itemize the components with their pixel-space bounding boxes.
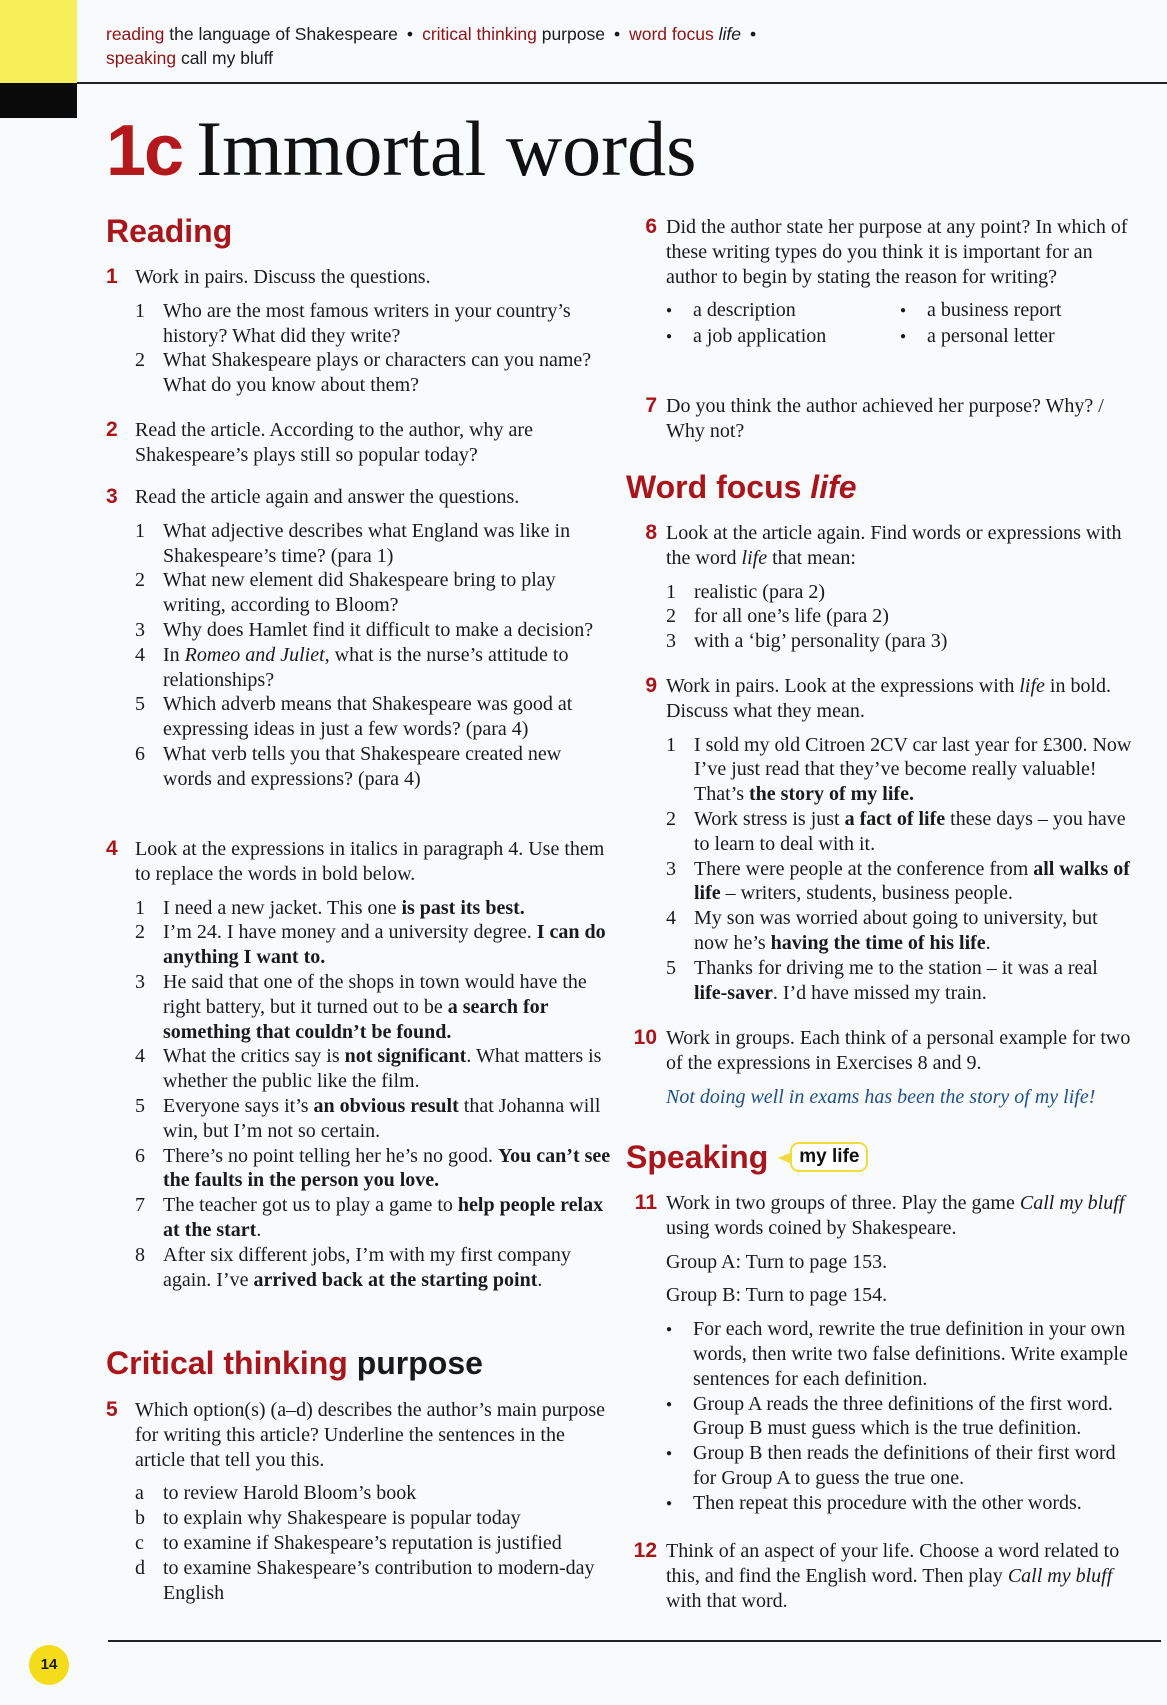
exercise-prompt: Do you think the author achieved her purpose? Why? / Why not? bbox=[666, 395, 1104, 442]
exercise-8 bbox=[626, 521, 1136, 654]
bullet-icon: ● bbox=[666, 1324, 673, 1336]
lesson-title: Immortal words bbox=[196, 105, 697, 192]
item-number: 3 bbox=[135, 618, 145, 641]
list-item bbox=[135, 1193, 611, 1243]
text-segment: Work in two groups of three. Play the game bbox=[666, 1192, 1020, 1214]
exercise-row bbox=[106, 837, 611, 1292]
text-segment: using words coined by Shakespeare. bbox=[666, 1216, 957, 1239]
header-item-critical-thinking bbox=[422, 24, 605, 44]
exercise-5 bbox=[106, 1398, 611, 1605]
exercise-row bbox=[626, 521, 1136, 654]
bullet-icon: ● bbox=[900, 305, 907, 317]
item-text bbox=[694, 733, 1136, 807]
list-item bbox=[135, 1094, 611, 1144]
reading-heading bbox=[106, 211, 611, 251]
text-segment: My son was worried about going to university, but now he’s bbox=[694, 907, 1098, 954]
bullet-icon: ● bbox=[666, 1398, 673, 1410]
exercise-prompt: Work in groups. Each think of a personal example for two of the expressions in Exercises 8 and 9. bbox=[666, 1027, 1131, 1074]
exercise-4 bbox=[106, 837, 611, 1292]
exercise-row bbox=[626, 1026, 1136, 1109]
item-text bbox=[694, 956, 1136, 1006]
list-item bbox=[666, 604, 1136, 629]
text-segment: that mean: bbox=[767, 546, 856, 569]
item-text: to review Harold Bloom’s book bbox=[163, 1482, 417, 1505]
text-segment: . bbox=[985, 931, 991, 954]
heading-text: Speaking bbox=[626, 1139, 769, 1175]
list-item bbox=[135, 692, 611, 742]
exercise-row bbox=[106, 485, 611, 792]
list-item bbox=[666, 629, 1136, 654]
bullet-item bbox=[900, 324, 1120, 350]
text-segment: is past its best. bbox=[401, 896, 525, 919]
question-list bbox=[135, 896, 611, 1293]
item-number: 5 bbox=[135, 1094, 145, 1117]
text-segment: Thanks for driving me to the station – it was a real bbox=[694, 956, 1098, 979]
heading-text: Reading bbox=[106, 213, 233, 249]
exercise-number: 8 bbox=[645, 521, 657, 544]
bullet-item bbox=[666, 324, 900, 350]
item-text: realistic (para 2) bbox=[694, 580, 826, 603]
header-item-speaking bbox=[106, 48, 273, 68]
exercise-prompt: Look at the expressions in italics in paragraph 4. Use them to replace the words in bold below. bbox=[135, 838, 605, 885]
instruction-text: Group B: Turn to page 154. bbox=[666, 1284, 888, 1307]
text-segment: life bbox=[1019, 675, 1045, 697]
text-segment: He said that one of the shops in town would have the right battery, but it turned out to be bbox=[163, 970, 587, 1018]
item-text: Which adverb means that Shakespeare was good at expressing ideas in just a few words? (para 4) bbox=[163, 693, 573, 741]
exercise-12 bbox=[626, 1539, 1136, 1613]
black-corner-tab bbox=[0, 83, 77, 118]
exercise-prompt bbox=[666, 521, 1136, 571]
item-number: 5 bbox=[666, 956, 676, 979]
text-segment: Work in pairs. Look at the expressions with bbox=[666, 675, 1020, 697]
exercise-number: 9 bbox=[645, 674, 657, 697]
text-segment: There’s no point telling her he’s no good. bbox=[163, 1144, 498, 1167]
bullet-icon: ● bbox=[666, 305, 673, 317]
exercise-number: 7 bbox=[645, 394, 657, 417]
item-number: 4 bbox=[135, 643, 145, 666]
bullet-item bbox=[666, 1317, 1136, 1391]
item-number: 7 bbox=[135, 1194, 145, 1217]
yellow-corner-tab bbox=[0, 0, 77, 83]
exercise-9 bbox=[626, 674, 1136, 1005]
bullet-icon: ● bbox=[666, 331, 673, 343]
bullet-item bbox=[666, 1441, 1136, 1491]
exercise-prompt: Read the article again and answer the questions. bbox=[135, 486, 520, 508]
header-topic: call my bluff bbox=[180, 48, 274, 68]
text-segment: in bold. Discuss what they mean. bbox=[666, 675, 1112, 722]
text-segment: I sold my old Citroen 2CV car last year for £300. Now I’ve just read that they’ve become really valuable! That’s bbox=[694, 733, 1132, 806]
list-item bbox=[135, 568, 611, 618]
section-heading bbox=[106, 1343, 611, 1383]
header-label: reading bbox=[106, 24, 165, 44]
bullet-item bbox=[666, 1392, 1136, 1442]
item-number: b bbox=[135, 1507, 145, 1530]
list-item bbox=[135, 1556, 611, 1606]
exercise-row bbox=[106, 418, 611, 468]
page-number: 14 bbox=[29, 1645, 69, 1685]
bullet-item bbox=[666, 1491, 1136, 1517]
text-segment: You can’t see the faults in the person you love. bbox=[163, 1144, 611, 1192]
list-item bbox=[135, 299, 611, 349]
critical-thinking-heading bbox=[106, 1343, 611, 1383]
text-segment: that Johanna will win, but I’m not so certain. bbox=[163, 1094, 601, 1142]
item-text: for all one’s life (para 2) bbox=[694, 605, 889, 628]
text-segment: arrived back at the starting point bbox=[253, 1268, 538, 1291]
item-text: What verb tells you that Shakespeare created new words and expressions? (para 4) bbox=[163, 742, 562, 790]
question-list bbox=[135, 519, 611, 792]
item-number: 1 bbox=[666, 733, 676, 756]
bullet-text: Then repeat this procedure with the other words. bbox=[693, 1491, 1082, 1514]
text-segment: an obvious result bbox=[313, 1094, 459, 1117]
heading-text: Word focus bbox=[626, 469, 802, 505]
item-number: c bbox=[135, 1531, 144, 1554]
list-item bbox=[135, 643, 611, 693]
text-segment: these days – you have to learn to deal with it. bbox=[694, 807, 1126, 855]
exercise-7 bbox=[626, 394, 1136, 444]
bullet-icon: ● bbox=[900, 331, 907, 343]
lesson-number: 1c bbox=[106, 111, 183, 191]
exercise-number: 2 bbox=[106, 418, 118, 441]
item-text bbox=[163, 1094, 611, 1144]
text-segment: The teacher got us to play a game to bbox=[163, 1194, 458, 1217]
text-segment: Look at the article again. Find words or expressions with the word bbox=[666, 522, 1122, 569]
text-segment: I’m 24. I have money and a university degree. bbox=[163, 921, 537, 944]
bullet-icon: ● bbox=[666, 1497, 673, 1509]
list-item bbox=[135, 920, 611, 970]
header-divider bbox=[77, 82, 1167, 84]
exercise-row bbox=[106, 265, 611, 398]
text-segment: with that word. bbox=[666, 1589, 788, 1612]
exercise-3 bbox=[106, 485, 611, 792]
exercise-prompt: Which option(s) (a–d) describes the author’s main purpose for writing this article? Underline the sentences in the article that tell you this. bbox=[135, 1399, 606, 1471]
item-number: 2 bbox=[135, 569, 145, 592]
exercise-body bbox=[666, 394, 1136, 444]
item-number: 3 bbox=[135, 970, 145, 993]
item-text bbox=[694, 807, 1136, 857]
item-number: 1 bbox=[135, 896, 145, 919]
text-segment: There were people at the conference from bbox=[694, 857, 1034, 880]
exercise-body bbox=[135, 837, 611, 1292]
item-number: 4 bbox=[135, 1045, 145, 1068]
list-item bbox=[135, 1144, 611, 1194]
item-text: Who are the most famous writers in your country’s history? What did they write? bbox=[163, 299, 571, 347]
exercise-row bbox=[626, 1191, 1136, 1517]
exercise-body bbox=[135, 485, 611, 792]
item-number: a bbox=[135, 1482, 144, 1505]
exercise-body bbox=[135, 418, 611, 468]
header-topic: the language of Shakespeare bbox=[169, 24, 398, 44]
item-text bbox=[694, 906, 1136, 956]
item-number: 8 bbox=[135, 1243, 145, 1266]
item-number: 1 bbox=[135, 299, 145, 322]
item-number: d bbox=[135, 1556, 145, 1579]
instruction-text: Group A: Turn to page 153. bbox=[666, 1250, 888, 1273]
header-label: critical thinking bbox=[422, 24, 537, 44]
header-item-word-focus bbox=[629, 24, 741, 44]
bullet-text: Group A reads the three definitions of the first word. Group B must guess which is the true definition. bbox=[693, 1392, 1113, 1440]
text-segment: Romeo and Juliet bbox=[184, 643, 325, 666]
item-text bbox=[163, 1144, 611, 1194]
exercise-body bbox=[666, 1539, 1136, 1613]
text-segment: Call my bluff bbox=[1019, 1192, 1125, 1214]
bullet-text: For each word, rewrite the true definition in your own words, then write two false definitions. Write example sentences for each definition. bbox=[693, 1318, 1128, 1390]
text-segment: Everyone says it’s bbox=[163, 1094, 314, 1117]
item-text bbox=[163, 970, 611, 1044]
bullet-text: Group B then reads the definitions of their first word for Group A to guess the true one. bbox=[693, 1442, 1116, 1489]
header-separator: • bbox=[406, 24, 414, 44]
text-segment: What the critics say is bbox=[163, 1045, 345, 1068]
my-life-badge: my life bbox=[790, 1142, 868, 1172]
header-label: speaking bbox=[106, 48, 177, 68]
text-segment: Think of an aspect of your life. Choose a word related to this, and find the English word. Then play bbox=[666, 1540, 1120, 1587]
list-item bbox=[135, 896, 611, 921]
text-segment: . bbox=[256, 1218, 262, 1241]
item-text bbox=[694, 857, 1136, 907]
bullet-icon: ● bbox=[666, 1448, 673, 1460]
exercise-prompt: Work in pairs. Discuss the questions. bbox=[135, 266, 431, 288]
text-segment: I need a new jacket. This one bbox=[163, 896, 402, 919]
text-segment: a fact of life bbox=[844, 807, 946, 830]
header-item-reading bbox=[106, 24, 398, 44]
bullet-text: a description bbox=[693, 299, 796, 322]
section-heading bbox=[106, 211, 611, 251]
item-text bbox=[163, 643, 611, 693]
speaking-heading bbox=[626, 1137, 1136, 1177]
exercise-body bbox=[666, 215, 1136, 350]
item-text bbox=[163, 1243, 611, 1293]
text-segment: . What matters is whether the public like the film. bbox=[163, 1045, 602, 1093]
text-segment: all walks of life bbox=[694, 857, 1130, 905]
bullet-item bbox=[666, 298, 900, 324]
item-number: 2 bbox=[666, 605, 676, 628]
item-text: Why does Hamlet find it difficult to make a decision? bbox=[163, 618, 594, 641]
list-item bbox=[135, 519, 611, 569]
item-text: to examine if Shakespeare’s reputation is justified bbox=[163, 1531, 562, 1554]
item-text bbox=[163, 896, 525, 921]
list-item bbox=[135, 742, 611, 792]
exercise-body bbox=[666, 674, 1136, 1005]
text-segment: Call my bluff bbox=[1007, 1564, 1113, 1587]
item-text bbox=[163, 920, 611, 970]
item-number: 2 bbox=[135, 349, 145, 372]
list-item bbox=[666, 857, 1136, 907]
list-item bbox=[666, 906, 1136, 956]
item-text: with a ‘big’ personality (para 3) bbox=[694, 630, 948, 653]
exercise-prompt bbox=[666, 1539, 1136, 1613]
list-item bbox=[135, 618, 611, 643]
header-topic: purpose bbox=[541, 24, 605, 44]
exercise-number: 12 bbox=[633, 1539, 657, 1562]
heading-text: purpose bbox=[347, 1345, 483, 1381]
item-number: 3 bbox=[666, 857, 676, 880]
exercise-body bbox=[135, 1398, 611, 1605]
text-segment: having the time of his life bbox=[770, 931, 986, 954]
exercise-number: 6 bbox=[645, 215, 657, 238]
exercise-row bbox=[626, 394, 1136, 444]
exercise-prompt: Read the article. According to the author, why are Shakespeare’s plays still so popular today? bbox=[135, 419, 533, 466]
bullet-text: a personal letter bbox=[927, 325, 1055, 348]
text-segment: not significant bbox=[344, 1045, 467, 1068]
item-number: 1 bbox=[135, 519, 145, 542]
item-text: to explain why Shakespeare is popular today bbox=[163, 1507, 521, 1530]
list-item bbox=[135, 348, 611, 398]
text-segment: a search for something that couldn’t be found. bbox=[163, 995, 549, 1043]
text-segment: life-saver bbox=[694, 981, 773, 1004]
exercise-11 bbox=[626, 1191, 1136, 1517]
rules-list bbox=[666, 1317, 1136, 1516]
item-number: 2 bbox=[135, 921, 145, 944]
exercise-row bbox=[626, 215, 1136, 350]
footer-divider bbox=[108, 1640, 1161, 1642]
item-text: What new element did Shakespeare bring to play writing, according to Bloom? bbox=[163, 569, 556, 617]
lesson-contents-header bbox=[106, 22, 906, 70]
text-segment: I can do anything I want to. bbox=[163, 921, 606, 969]
exercise-2 bbox=[106, 418, 611, 468]
list-item bbox=[135, 970, 611, 1044]
question-list bbox=[666, 580, 1136, 654]
exercise-body bbox=[135, 265, 611, 398]
header-separator: • bbox=[749, 24, 757, 44]
exercise-number: 1 bbox=[106, 265, 118, 288]
exercise-prompt: Did the author state her purpose at any point? In which of these writing types do you think it is important for an author to begin by stating the reason for writing? bbox=[666, 216, 1128, 288]
exercise-number: 5 bbox=[106, 1398, 118, 1421]
item-text bbox=[163, 1044, 611, 1094]
heading-text: Critical thinking bbox=[106, 1345, 348, 1381]
header-label: word focus bbox=[629, 24, 714, 44]
list-item bbox=[135, 1243, 611, 1293]
header-topic: life bbox=[718, 24, 741, 44]
list-item bbox=[135, 1506, 611, 1531]
text-segment: , what is the nurse’s attitude to relationships? bbox=[163, 643, 569, 691]
item-number: 5 bbox=[135, 693, 145, 716]
question-list bbox=[135, 1481, 611, 1605]
exercise-prompt bbox=[666, 674, 1136, 724]
item-number: 6 bbox=[135, 1144, 145, 1167]
text-segment: . I’d have missed my train. bbox=[772, 981, 987, 1004]
text-segment: the story of my life. bbox=[749, 783, 914, 806]
page-title bbox=[106, 104, 697, 216]
text-segment: help people relax at the start bbox=[163, 1194, 604, 1241]
list-item bbox=[135, 1531, 611, 1556]
exercise-body bbox=[666, 521, 1136, 654]
exercise-number: 11 bbox=[634, 1191, 657, 1214]
bullet-text: a business report bbox=[927, 299, 1062, 322]
list-item bbox=[666, 807, 1136, 857]
section-heading bbox=[626, 1137, 1136, 1177]
text-segment: life bbox=[741, 546, 768, 569]
bullet-text: a job application bbox=[693, 325, 827, 348]
header-separator: • bbox=[613, 24, 621, 44]
exercise-row bbox=[106, 1398, 611, 1605]
exercise-1 bbox=[106, 265, 611, 398]
text-segment: In bbox=[163, 643, 185, 666]
exercise-10 bbox=[626, 1026, 1136, 1109]
exercise-number: 4 bbox=[106, 837, 118, 860]
list-item bbox=[135, 1481, 611, 1506]
word-focus-heading bbox=[626, 467, 1136, 507]
exercise-body bbox=[666, 1026, 1136, 1109]
list-item bbox=[666, 956, 1136, 1006]
list-item bbox=[135, 1044, 611, 1094]
question-list bbox=[135, 299, 611, 398]
writing-types-list bbox=[666, 298, 1136, 350]
bullet-item bbox=[900, 298, 1120, 324]
item-text: What Shakespeare plays or characters can you name? What do you know about them? bbox=[163, 349, 592, 397]
exercise-6 bbox=[626, 215, 1136, 350]
text-segment: After six different jobs, I’m with my first company again. I’ve bbox=[163, 1243, 571, 1291]
exercise-number: 10 bbox=[633, 1026, 657, 1049]
text-segment: Work stress is just bbox=[694, 807, 845, 830]
exercise-row bbox=[626, 674, 1136, 1005]
item-text: What adjective describes what England was like in Shakespeare’s time? (para 1) bbox=[163, 519, 571, 567]
list-item bbox=[666, 733, 1136, 807]
exercise-number: 3 bbox=[106, 485, 118, 508]
text-segment: . bbox=[537, 1268, 543, 1291]
list-item bbox=[666, 580, 1136, 605]
text-segment: – writers, students, business people. bbox=[720, 882, 1013, 905]
question-list bbox=[666, 733, 1136, 1006]
item-number: 3 bbox=[666, 630, 676, 653]
example-sentence: Not doing well in exams has been the story of my life! bbox=[666, 1085, 1096, 1108]
item-text: to examine Shakespeare’s contribution to modern-day English bbox=[163, 1556, 595, 1604]
item-number: 1 bbox=[666, 580, 676, 603]
item-number: 6 bbox=[135, 742, 145, 765]
exercise-body bbox=[666, 1191, 1136, 1517]
heading-text: life bbox=[801, 469, 857, 505]
item-number: 2 bbox=[666, 807, 676, 830]
exercise-prompt bbox=[666, 1191, 1136, 1241]
item-number: 4 bbox=[666, 907, 676, 930]
section-heading bbox=[626, 467, 1136, 507]
item-text bbox=[163, 1193, 611, 1243]
exercise-row bbox=[626, 1539, 1136, 1613]
